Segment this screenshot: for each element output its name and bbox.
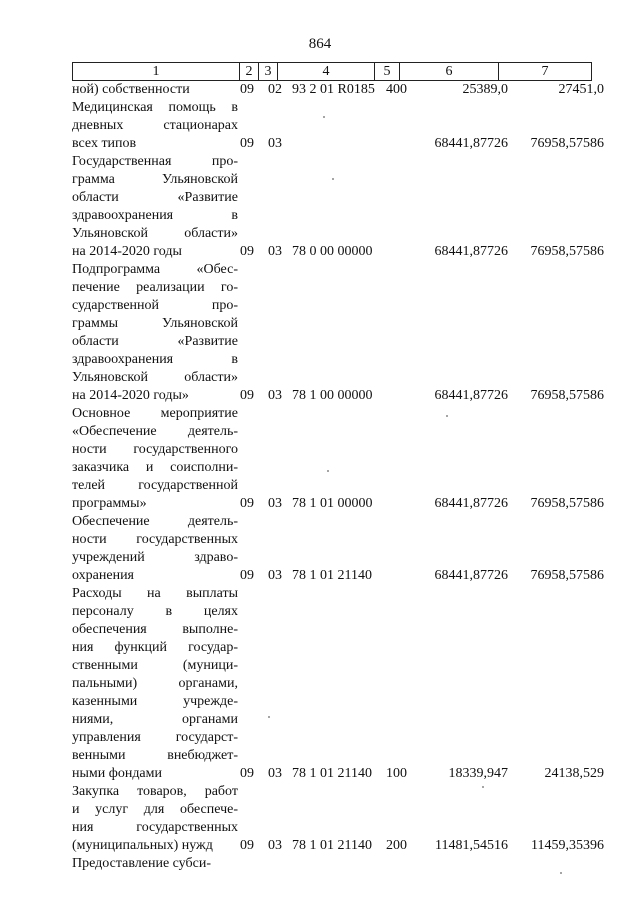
amount-col7: 24138,529 bbox=[544, 766, 604, 781]
subsection-code: 03 bbox=[268, 244, 282, 259]
subsection-code: 03 bbox=[268, 766, 282, 781]
row-values bbox=[72, 567, 612, 585]
row-name-line: на 2014-2020 годы» bbox=[72, 388, 189, 403]
table-row bbox=[72, 81, 612, 99]
section-code: 09 bbox=[240, 244, 254, 259]
section-code: 09 bbox=[240, 766, 254, 781]
amount-col7: 27451,0 bbox=[558, 82, 604, 97]
header-col-2: 2 bbox=[240, 63, 259, 81]
section-code: 09 bbox=[240, 82, 254, 97]
row-name-line: Государственная про- bbox=[72, 154, 238, 169]
section-code: 09 bbox=[240, 568, 254, 583]
expense-type: 400 bbox=[386, 82, 407, 97]
subsection-code: 03 bbox=[268, 496, 282, 511]
row-name-line: управления государст- bbox=[72, 730, 238, 745]
row-name-line: Предоставление субси- bbox=[72, 856, 211, 871]
row-name-line: телей государственной bbox=[72, 478, 238, 493]
amount-col6: 18339,947 bbox=[448, 766, 508, 781]
row-name-line: печение реализации го- bbox=[72, 280, 238, 295]
amount-col7: 76958,57586 bbox=[530, 136, 604, 151]
amount-col7: 76958,57586 bbox=[530, 244, 604, 259]
section-code: 09 bbox=[240, 388, 254, 403]
row-name-line: (муниципальных) нужд bbox=[72, 838, 213, 853]
table-row bbox=[72, 261, 612, 405]
row-values bbox=[72, 81, 612, 99]
row-values bbox=[72, 765, 612, 783]
target-article: 78 0 00 00000 bbox=[292, 244, 373, 259]
scan-speck bbox=[327, 470, 329, 472]
header-col-4: 4 bbox=[278, 63, 375, 81]
amount-col7: 76958,57586 bbox=[530, 568, 604, 583]
row-values bbox=[72, 243, 612, 261]
header-col-1: 1 bbox=[73, 63, 240, 81]
row-name-line: ниями, органами bbox=[72, 712, 238, 727]
amount-col7: 76958,57586 bbox=[530, 388, 604, 403]
row-name-line: заказчика и соисполни- bbox=[72, 460, 238, 475]
row-name-line: здравоохранения в bbox=[72, 208, 238, 223]
subsection-code: 03 bbox=[268, 838, 282, 853]
table-header bbox=[72, 62, 592, 81]
row-values bbox=[72, 495, 612, 513]
section-code: 09 bbox=[240, 838, 254, 853]
row-name-line: Обеспечение деятель- bbox=[72, 514, 238, 529]
scan-speck bbox=[323, 116, 325, 118]
table-row bbox=[72, 855, 612, 873]
row-name-line: ности государственного bbox=[72, 442, 238, 457]
row-name-line: учреждений здраво- bbox=[72, 550, 238, 565]
row-name-line: ности государственных bbox=[72, 532, 238, 547]
subsection-code: 03 bbox=[268, 568, 282, 583]
subsection-code: 03 bbox=[268, 388, 282, 403]
subsection-code: 02 bbox=[268, 82, 282, 97]
target-article: 78 1 01 21140 bbox=[292, 766, 372, 781]
row-name bbox=[72, 261, 238, 405]
row-name-line: ной) собственности bbox=[72, 82, 190, 97]
row-name-line: венными внебюджет- bbox=[72, 748, 238, 763]
row-name-line: ния функций государ- bbox=[72, 640, 238, 655]
row-name-line: ния государственных bbox=[72, 820, 238, 835]
row-name-line: Расходы на выплаты bbox=[72, 586, 238, 601]
section-code: 09 bbox=[240, 136, 254, 151]
table-row bbox=[72, 153, 612, 261]
target-article: 93 2 01 R0185 bbox=[292, 82, 375, 97]
row-name-line: пальными) органами, bbox=[72, 676, 238, 691]
row-values bbox=[72, 837, 612, 855]
subsection-code: 03 bbox=[268, 136, 282, 151]
row-name-line: и услуг для обеспече- bbox=[72, 802, 238, 817]
row-name-line: Подпрограмма «Обес- bbox=[72, 262, 238, 277]
amount-col6: 68441,87726 bbox=[434, 244, 508, 259]
amount-col6: 68441,87726 bbox=[434, 136, 508, 151]
table-row bbox=[72, 513, 612, 585]
row-name-line: охранения bbox=[72, 568, 134, 583]
expense-type: 200 bbox=[386, 838, 407, 853]
row-name-line: Закупка товаров, работ bbox=[72, 784, 238, 799]
row-values bbox=[72, 855, 612, 873]
target-article: 78 1 01 21140 bbox=[292, 838, 372, 853]
table-row bbox=[72, 99, 612, 153]
row-name-line: области «Развитие bbox=[72, 334, 238, 349]
row-name-line: области «Развитие bbox=[72, 190, 238, 205]
header-col-3: 3 bbox=[259, 63, 278, 81]
row-name-line: обеспечения выполне- bbox=[72, 622, 238, 637]
row-name-line: грамма Ульяновской bbox=[72, 172, 238, 187]
row-name-line: дневных стационарах bbox=[72, 118, 238, 133]
amount-col7: 76958,57586 bbox=[530, 496, 604, 511]
row-name-line: Основное мероприятие bbox=[72, 406, 238, 421]
row-name bbox=[72, 585, 238, 783]
row-name-line: ственными (муници- bbox=[72, 658, 238, 673]
scan-speck bbox=[482, 786, 484, 788]
header-col-5: 5 bbox=[375, 63, 400, 81]
amount-col6: 68441,87726 bbox=[434, 496, 508, 511]
table-row bbox=[72, 585, 612, 783]
row-name-line: казенными учрежде- bbox=[72, 694, 238, 709]
table-row bbox=[72, 783, 612, 855]
scan-speck bbox=[446, 415, 448, 417]
scan-speck bbox=[560, 872, 562, 874]
row-name-line: граммы Ульяновской bbox=[72, 316, 238, 331]
row-name-line: персоналу в целях bbox=[72, 604, 238, 619]
header-col-6: 6 bbox=[400, 63, 499, 81]
row-values bbox=[72, 387, 612, 405]
row-values bbox=[72, 135, 612, 153]
row-name-line: на 2014-2020 годы bbox=[72, 244, 182, 259]
amount-col6: 68441,87726 bbox=[434, 388, 508, 403]
target-article: 78 1 01 21140 bbox=[292, 568, 372, 583]
table-row bbox=[72, 405, 612, 513]
budget-table-body bbox=[72, 81, 612, 873]
row-name-line: программы» bbox=[72, 496, 147, 511]
row-name-line: Ульяновской области» bbox=[72, 370, 238, 385]
row-name-line: сударственной про- bbox=[72, 298, 238, 313]
amount-col7: 11459,35396 bbox=[531, 838, 604, 853]
scan-speck bbox=[332, 178, 334, 180]
header-col-7: 7 bbox=[499, 63, 592, 81]
row-name-line: здравоохранения в bbox=[72, 352, 238, 367]
row-name-line: «Обеспечение деятель- bbox=[72, 424, 238, 439]
scan-speck bbox=[268, 716, 270, 718]
row-name-line: всех типов bbox=[72, 136, 137, 151]
amount-col6: 11481,54516 bbox=[435, 838, 508, 853]
target-article: 78 1 00 00000 bbox=[292, 388, 373, 403]
section-code: 09 bbox=[240, 496, 254, 511]
row-name-line: Медицинская помощь в bbox=[72, 100, 238, 115]
amount-col6: 25389,0 bbox=[462, 82, 508, 97]
row-name-line: ными фондами bbox=[72, 766, 163, 781]
target-article: 78 1 01 00000 bbox=[292, 496, 373, 511]
amount-col6: 68441,87726 bbox=[434, 568, 508, 583]
expense-type: 100 bbox=[386, 766, 407, 781]
page-number: 864 bbox=[308, 36, 332, 52]
row-name-line: Ульяновской области» bbox=[72, 226, 238, 241]
